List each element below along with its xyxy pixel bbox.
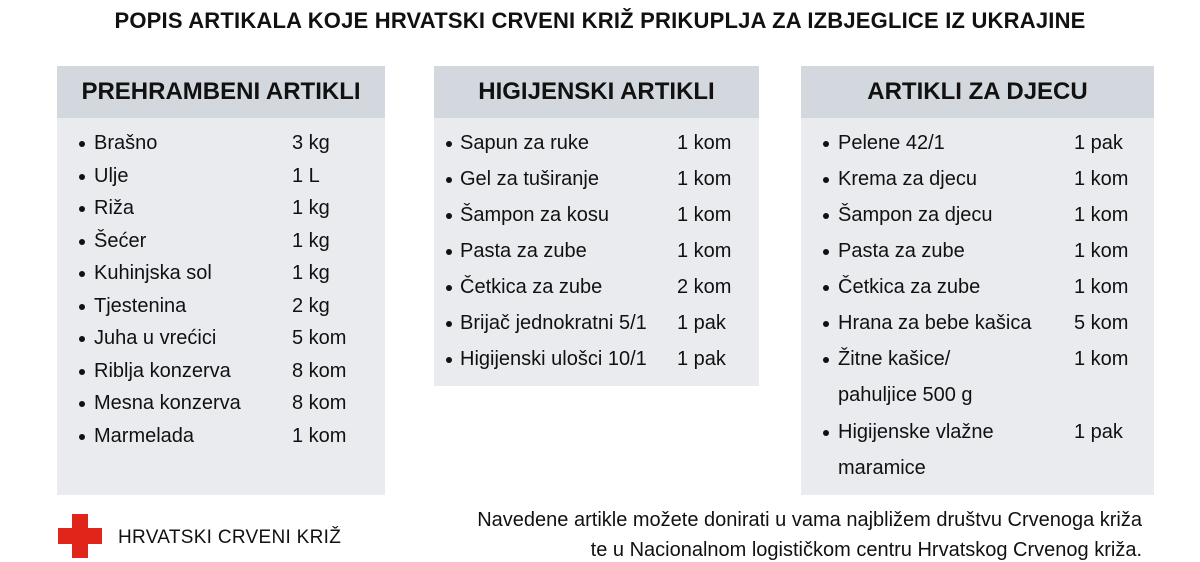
item-name: Tjestenina (94, 295, 187, 317)
bullet-icon (79, 239, 85, 245)
item-name-continued: maramice (838, 457, 926, 479)
bullet-icon (446, 357, 452, 363)
item-name: Kuhinjska sol (94, 262, 212, 284)
item-name: Pelene 42/1 (838, 132, 945, 154)
item-name: Šampon za djecu (838, 204, 993, 226)
food-items-card (57, 66, 385, 495)
item-qty: 1 kom (1074, 204, 1129, 226)
item-qty: 1 kom (677, 240, 732, 262)
bullet-icon (446, 141, 452, 147)
item-name: Sapun za ruke (460, 132, 589, 154)
item-qty: 1 kom (1074, 348, 1129, 370)
item-name-continued: pahuljice 500 g (838, 384, 973, 406)
children-items-card (801, 66, 1154, 495)
card-heading: PREHRAMBENI ARTIKLI (57, 66, 385, 118)
item-name: Žitne kašice/ (838, 348, 951, 370)
donation-note-line-1: Navedene artikle možete donirati u vama najbližem društvu Crvenoga križa (477, 509, 1142, 531)
page-title: POPIS ARTIKALA KOJE HRVATSKI CRVENI KRIŽ PRIKUPLJA ZA IZBJEGLICE IZ UKRAJINE (114, 8, 1086, 33)
hygiene-items-card (434, 66, 759, 386)
item-qty: 1 kom (677, 204, 732, 226)
card-heading: HIGIJENSKI ARTIKLI (434, 66, 759, 118)
bullet-icon (446, 177, 452, 183)
bullet-icon (79, 141, 85, 147)
item-qty: 1 kom (292, 425, 347, 447)
bullet-icon (79, 174, 85, 180)
item-name: Gel za tuširanje (460, 168, 599, 190)
red-cross-icon (58, 514, 102, 558)
bullet-icon (79, 401, 85, 407)
donation-note-line-2: te u Nacionalnom logističkom centru Hrvatskog Crvenog križa. (590, 539, 1142, 561)
item-qty: 1 kg (292, 197, 330, 219)
bullet-icon (823, 141, 829, 147)
bullet-icon (446, 285, 452, 291)
item-qty: 1 kom (677, 168, 732, 190)
item-qty: 1 kg (292, 230, 330, 252)
bullet-icon (823, 213, 829, 219)
bullet-icon (79, 304, 85, 310)
item-name: Šećer (94, 230, 147, 252)
item-qty: 2 kg (292, 295, 330, 317)
item-name: Juha u vrećici (94, 327, 217, 349)
item-name: Marmelada (94, 425, 195, 447)
item-name: Šampon za kosu (460, 204, 609, 226)
bullet-icon (79, 271, 85, 277)
item-name: Krema za djecu (838, 168, 977, 190)
item-qty: 5 kom (292, 327, 347, 349)
bullet-icon (823, 357, 829, 363)
item-qty: 3 kg (292, 132, 330, 154)
bullet-icon (79, 369, 85, 375)
item-name: Higijenski ulošci 10/1 (460, 348, 647, 370)
bullet-icon (823, 249, 829, 255)
item-qty: 1 kom (1074, 168, 1129, 190)
bullet-icon (79, 336, 85, 342)
bullet-icon (823, 177, 829, 183)
item-qty: 1 L (292, 165, 320, 187)
item-qty: 1 pak (1074, 132, 1123, 154)
item-name: Pasta za zube (838, 240, 965, 262)
item-qty: 2 kom (677, 276, 732, 298)
bullet-icon (446, 321, 452, 327)
item-name: Ulje (94, 165, 129, 187)
item-name: Hrana za bebe kašica (838, 312, 1032, 334)
bullet-icon (823, 430, 829, 436)
item-qty: 5 kom (1074, 312, 1129, 334)
bullet-icon (823, 285, 829, 291)
item-name: Higijenske vlažne (838, 421, 994, 443)
logo-text: HRVATSKI CRVENI KRIŽ (118, 527, 342, 548)
item-qty: 1 kom (1074, 276, 1129, 298)
item-qty: 1 kom (677, 132, 732, 154)
bullet-icon (446, 249, 452, 255)
item-name: Četkica za zube (838, 276, 981, 298)
item-qty: 1 kg (292, 262, 330, 284)
item-name: Riža (94, 197, 135, 219)
item-qty: 1 kom (1074, 240, 1129, 262)
item-name: Riblja konzerva (94, 360, 231, 382)
card-heading: ARTIKLI ZA DJECU (801, 66, 1154, 118)
bullet-icon (823, 321, 829, 327)
bullet-icon (79, 434, 85, 440)
item-name: Mesna konzerva (94, 392, 241, 414)
item-qty: 8 kom (292, 360, 347, 382)
item-qty: 1 pak (677, 348, 726, 370)
item-name: Pasta za zube (460, 240, 587, 262)
item-name: Brašno (94, 132, 158, 154)
item-qty: 1 pak (677, 312, 726, 334)
bullet-icon (79, 206, 85, 212)
bullet-icon (446, 213, 452, 219)
item-qty: 8 kom (292, 392, 347, 414)
item-name: Brijač jednokratni 5/1 (460, 312, 647, 334)
item-name: Četkica za zube (460, 276, 603, 298)
item-qty: 1 pak (1074, 421, 1123, 443)
